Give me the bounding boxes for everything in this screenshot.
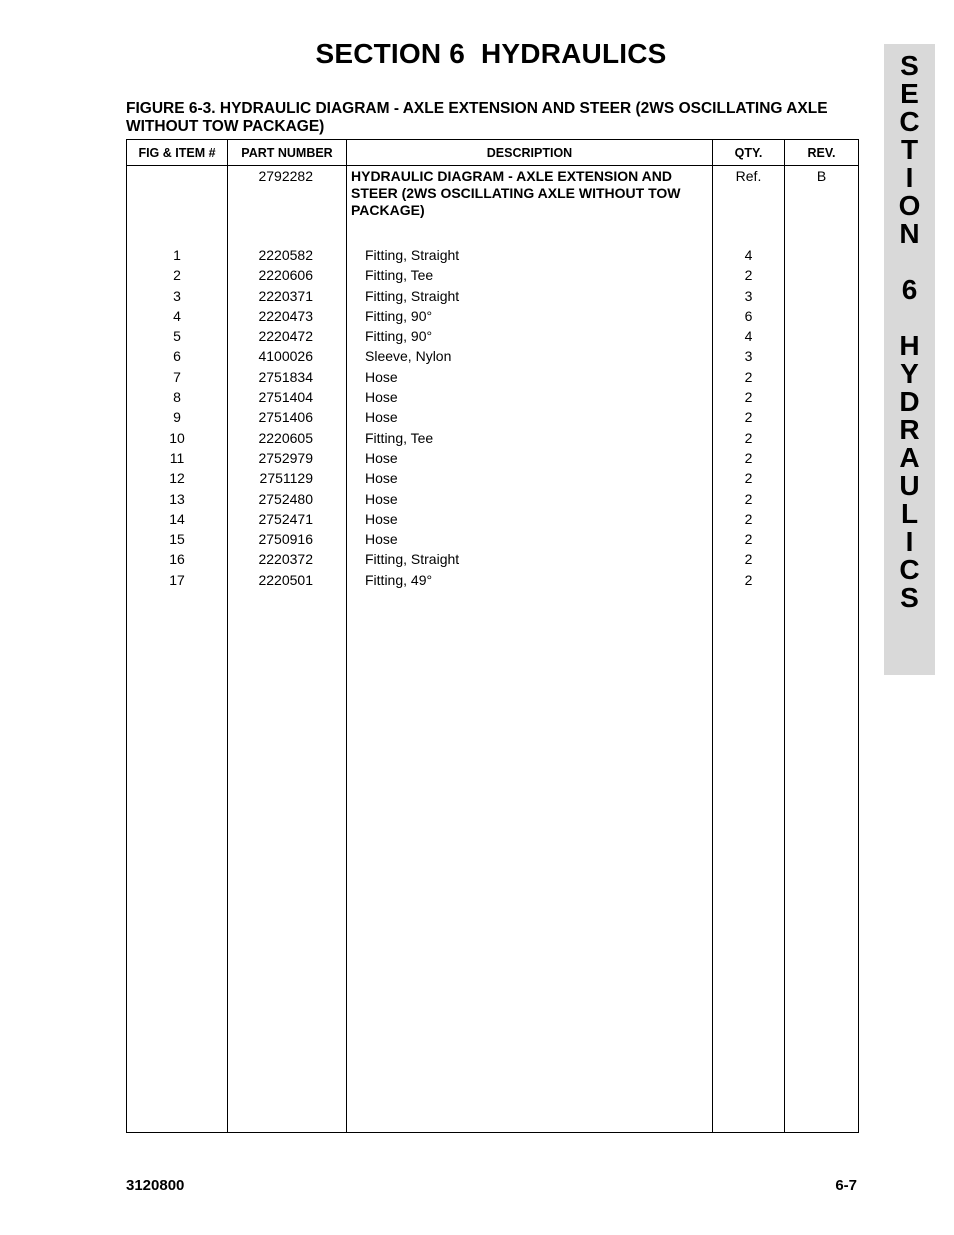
table-row: [127, 509, 859, 529]
section-title: SECTION 6 HYDRAULICS: [315, 38, 667, 69]
revision: [785, 509, 859, 529]
assembly-description: HYDRAULIC DIAGRAM - AXLE EXTENSION AND STEER (2WS OSCILLATING AXLE WITHOUT TOW PACKAGE): [347, 166, 713, 220]
part-number: 2220605: [228, 428, 347, 448]
part-number: 2220606: [228, 265, 347, 285]
part-number: 4100026: [228, 346, 347, 366]
part-number: 2752471: [228, 509, 347, 529]
part-description: Hose: [347, 387, 713, 407]
part-number: 2220372: [228, 549, 347, 569]
header-part-number: PART NUMBER: [228, 140, 347, 166]
revision: [785, 468, 859, 488]
part-description: Fitting, 90°: [347, 306, 713, 326]
part-number: 2752979: [228, 448, 347, 468]
side-tab-letter: T: [900, 134, 919, 165]
side-tab-letter: N: [899, 218, 920, 249]
part-number: 2220501: [228, 570, 347, 590]
part-description: Fitting, Straight: [347, 245, 713, 265]
revision: [785, 326, 859, 346]
side-tab-letter: L: [900, 498, 919, 529]
item-number: 13: [127, 489, 228, 509]
side-tab-letters: [884, 52, 935, 612]
table-row: [127, 387, 859, 407]
table-row: [127, 346, 859, 366]
side-tab-letter: I: [905, 526, 914, 557]
table-row: [127, 549, 859, 569]
item-number: 11: [127, 448, 228, 468]
part-number: 2750916: [228, 529, 347, 549]
part-description: Fitting, 90°: [347, 326, 713, 346]
table-row: [127, 367, 859, 387]
table-row: [127, 286, 859, 306]
quantity: 2: [713, 509, 785, 529]
assembly-qty: Ref.: [713, 166, 785, 220]
header-rev: REV.: [785, 140, 859, 166]
part-number: 2220473: [228, 306, 347, 326]
assembly-row: [127, 166, 859, 220]
part-number: 2220472: [228, 326, 347, 346]
filler-row: [127, 590, 859, 1132]
side-tab-letter: S: [900, 582, 919, 613]
header-qty: QTY.: [713, 140, 785, 166]
part-description: Hose: [347, 367, 713, 387]
document-number: 3120800: [126, 1177, 185, 1194]
page-number: 6-7: [835, 1177, 857, 1194]
table-row: [127, 326, 859, 346]
table-header-row: [127, 140, 859, 166]
header-description: DESCRIPTION: [347, 140, 713, 166]
item-number: 8: [127, 387, 228, 407]
item-number: 4: [127, 306, 228, 326]
quantity: 2: [713, 570, 785, 590]
quantity: 2: [713, 367, 785, 387]
figure-title: FIGURE 6-3. HYDRAULIC DIAGRAM - AXLE EXTENSION AND STEER (2WS OSCILLATING AXLE WITHOUT TOW PACKAGE): [126, 100, 828, 135]
quantity: 3: [713, 286, 785, 306]
parts-table: [126, 139, 859, 1133]
side-tab-letter: O: [898, 190, 921, 221]
table-row: [127, 489, 859, 509]
side-tab-letter: [884, 304, 935, 332]
section-side-tab: [884, 44, 935, 675]
side-tab-letter: I: [905, 162, 914, 193]
revision: [785, 286, 859, 306]
item-number: 5: [127, 326, 228, 346]
revision: [785, 367, 859, 387]
quantity: 2: [713, 448, 785, 468]
quantity: 6: [713, 306, 785, 326]
item-number: 3: [127, 286, 228, 306]
quantity: 2: [713, 529, 785, 549]
side-tab-letter: C: [899, 554, 920, 585]
side-tab-letter: [884, 248, 935, 276]
assembly-item: [127, 166, 228, 220]
part-number: 2751129: [228, 468, 347, 488]
part-description: Fitting, Tee: [347, 428, 713, 448]
quantity: 2: [713, 387, 785, 407]
part-description: Sleeve, Nylon: [347, 346, 713, 366]
side-tab-letter: E: [900, 78, 919, 109]
item-number: 10: [127, 428, 228, 448]
item-number: 12: [127, 468, 228, 488]
part-description: Hose: [347, 407, 713, 427]
item-number: 15: [127, 529, 228, 549]
revision: [785, 265, 859, 285]
revision: [785, 448, 859, 468]
quantity: 2: [713, 428, 785, 448]
part-description: Hose: [347, 489, 713, 509]
side-tab-letter: D: [899, 386, 920, 417]
table-row: [127, 265, 859, 285]
revision: [785, 570, 859, 590]
side-tab-letter: R: [899, 414, 920, 445]
revision: [785, 428, 859, 448]
quantity: 3: [713, 346, 785, 366]
item-number: 6: [127, 346, 228, 366]
revision: [785, 529, 859, 549]
table-row: [127, 448, 859, 468]
item-number: 16: [127, 549, 228, 569]
quantity: 4: [713, 245, 785, 265]
side-tab-letter: 6: [901, 274, 918, 305]
revision: [785, 407, 859, 427]
part-number: 2220371: [228, 286, 347, 306]
item-number: 17: [127, 570, 228, 590]
part-number: 2751406: [228, 407, 347, 427]
revision: [785, 245, 859, 265]
part-description: Fitting, Straight: [347, 549, 713, 569]
part-number: 2751404: [228, 387, 347, 407]
table-row: [127, 428, 859, 448]
table-row: [127, 570, 859, 590]
quantity: 2: [713, 489, 785, 509]
part-description: Hose: [347, 448, 713, 468]
assembly-rev: B: [785, 166, 859, 220]
item-number: 7: [127, 367, 228, 387]
side-tab-letter: H: [899, 330, 920, 361]
side-tab-letter: S: [900, 50, 919, 81]
part-number: 2752480: [228, 489, 347, 509]
part-number: 2220582: [228, 245, 347, 265]
table-row: [127, 306, 859, 326]
side-tab-letter: U: [899, 470, 920, 501]
side-tab-letter: A: [899, 442, 920, 473]
table-row: [127, 529, 859, 549]
revision: [785, 387, 859, 407]
spacer-row: [127, 219, 859, 245]
quantity: 2: [713, 468, 785, 488]
item-number: 2: [127, 265, 228, 285]
part-description: Hose: [347, 468, 713, 488]
table-row: [127, 407, 859, 427]
revision: [785, 549, 859, 569]
table-row: [127, 245, 859, 265]
quantity: 2: [713, 265, 785, 285]
part-description: Fitting, Tee: [347, 265, 713, 285]
item-number: 9: [127, 407, 228, 427]
quantity: 4: [713, 326, 785, 346]
part-description: Fitting, Straight: [347, 286, 713, 306]
part-description: Hose: [347, 509, 713, 529]
revision: [785, 306, 859, 326]
part-description: Hose: [347, 529, 713, 549]
side-tab-letter: C: [899, 106, 920, 137]
quantity: 2: [713, 407, 785, 427]
assembly-part-number: 2792282: [228, 166, 347, 220]
table-row: [127, 468, 859, 488]
part-number: 2751834: [228, 367, 347, 387]
revision: [785, 489, 859, 509]
quantity: 2: [713, 549, 785, 569]
revision: [785, 346, 859, 366]
item-number: 1: [127, 245, 228, 265]
part-description: Fitting, 49°: [347, 570, 713, 590]
side-tab-letter: Y: [900, 358, 919, 389]
item-number: 14: [127, 509, 228, 529]
header-fig-item: FIG & ITEM #: [127, 140, 228, 166]
